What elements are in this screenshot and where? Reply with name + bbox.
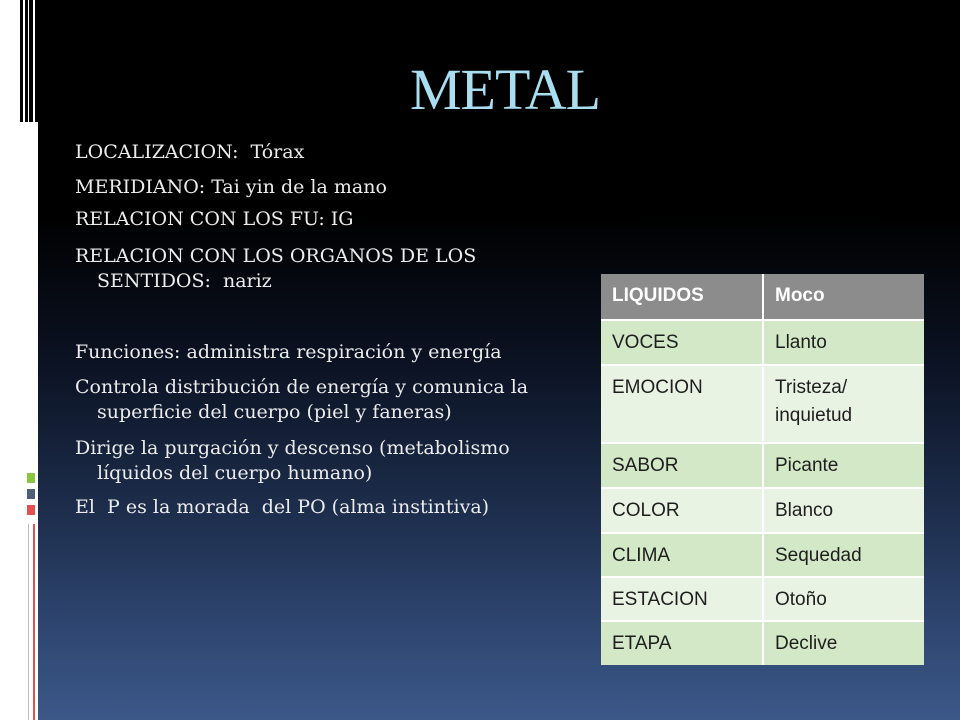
decorative-square-slate (27, 489, 35, 499)
table-cell-value: Llanto (762, 321, 924, 364)
table-cell-value: Tristeza/ inquietud (762, 366, 924, 442)
table-cell-value: Otoño (762, 578, 924, 620)
table-header-row (601, 274, 924, 319)
body-paragraph-relacion-organos (75, 244, 476, 294)
slide-title: METAL (409, 57, 601, 122)
body-paragraph-funciones (75, 340, 502, 365)
properties-table (601, 274, 924, 665)
decorative-line-red (33, 524, 35, 720)
body-line: Dirige la purgación y descenso (metabolismo (75, 437, 510, 459)
table-row (601, 319, 924, 364)
table-row (601, 364, 924, 442)
table-row (601, 532, 924, 576)
table-row (601, 576, 924, 620)
decorative-stripes (20, 0, 38, 122)
table-cell-label: EMOCION (612, 377, 703, 398)
table-cell-label: CLIMA (612, 545, 671, 566)
body-line: RELACION CON LOS ORGANOS DE LOS (75, 245, 477, 267)
body-paragraph-controla (75, 375, 528, 425)
body-paragraph-morada (75, 495, 489, 520)
body-line: superficie del cuerpo (piel y faneras) (97, 401, 452, 423)
table-cell-value: Picante (762, 444, 924, 487)
body-line: RELACION CON LOS FU: IG (75, 208, 354, 230)
table-cell-label: COLOR (612, 500, 680, 521)
body-paragraph-relacion-fu (75, 207, 353, 232)
decorative-square-red (27, 505, 35, 515)
decorative-line-gray (28, 524, 29, 720)
body-paragraph-meridiano (75, 175, 387, 200)
body-paragraph-localizacion (75, 140, 304, 165)
decorative-stripe (28, 0, 29, 122)
table-header-cell: LIQUIDOS (612, 285, 704, 306)
decorative-stripe (33, 0, 35, 122)
body-line: Controla distribución de energía y comunica la (75, 376, 529, 398)
body-line: LOCALIZACION: Tórax (75, 141, 305, 163)
table-cell-label: SABOR (612, 455, 679, 476)
table-cell-label: VOCES (612, 332, 679, 353)
decorative-stripe (23, 0, 25, 122)
body-line: El P es la morada del PO (alma instintiva) (75, 496, 490, 518)
table-cell-value: Blanco (762, 489, 924, 532)
decorative-square-green (27, 473, 35, 483)
table-cell-value: Sequedad (762, 534, 924, 576)
table-row (601, 487, 924, 532)
body-line: Funciones: administra respiración y energía (75, 341, 502, 363)
body-line: líquidos del cuerpo humano) (97, 462, 373, 484)
table-row (601, 442, 924, 487)
table-row (601, 620, 924, 665)
body-line: SENTIDOS: nariz (97, 270, 272, 292)
table-cell-label: ESTACION (612, 589, 708, 610)
body-line: MERIDIANO: Tai yin de la mano (75, 176, 387, 198)
table-cell-value: Declive (762, 622, 924, 665)
table-header-cell: Moco (762, 274, 924, 319)
table-cell-label: ETAPA (612, 633, 672, 654)
body-paragraph-dirige (75, 436, 510, 486)
